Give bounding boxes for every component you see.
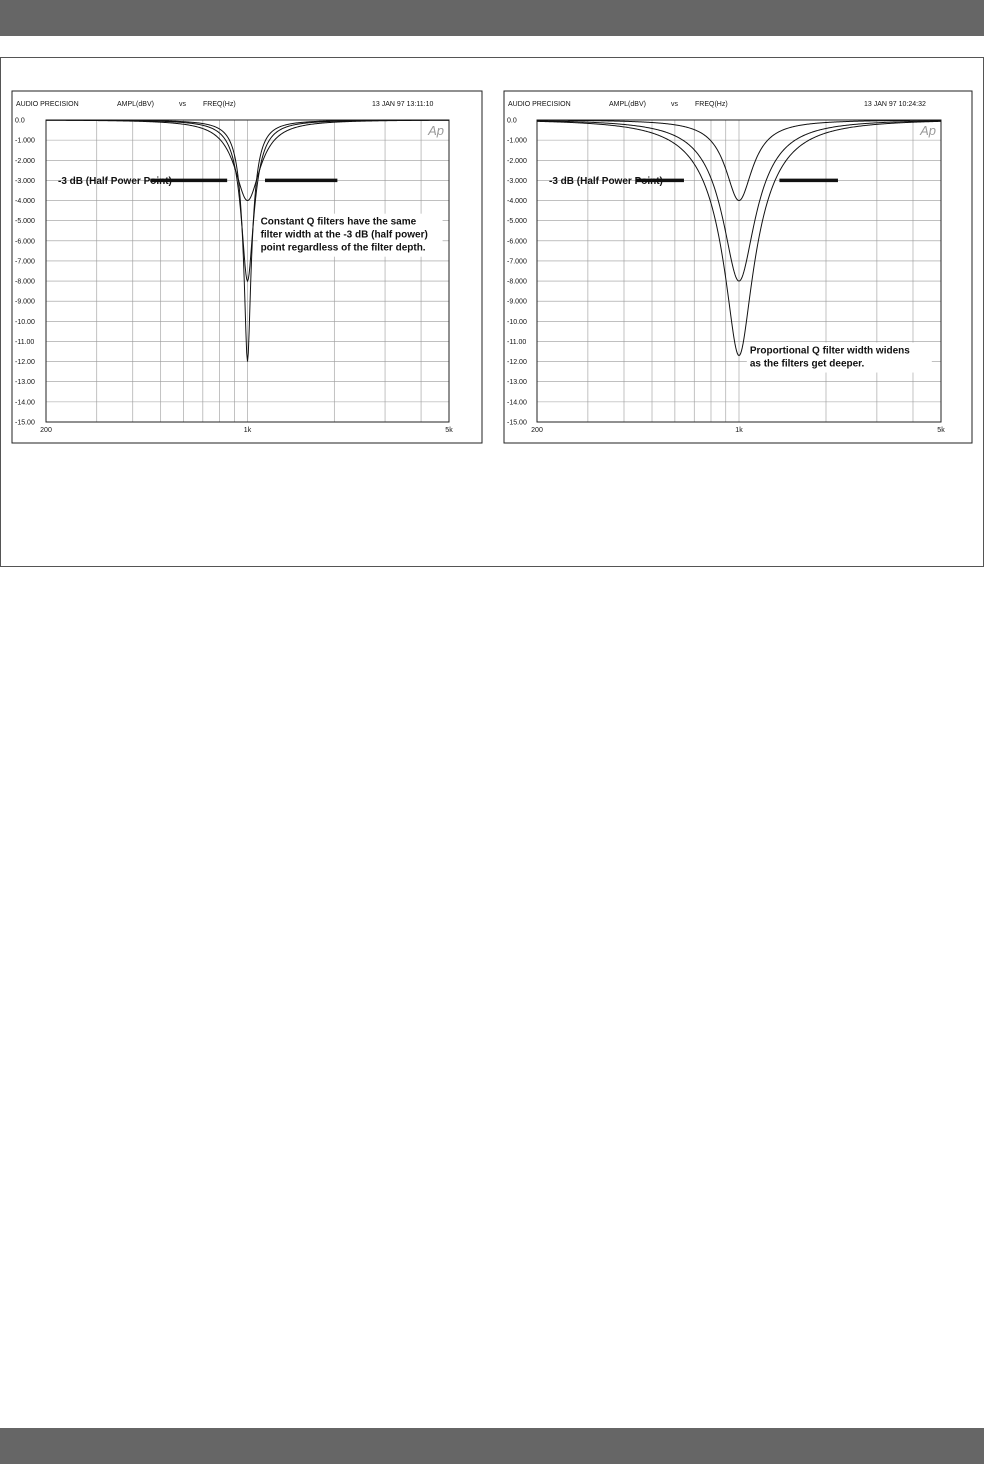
y-tick-label: -1.000 — [507, 137, 527, 145]
annotation-text-line: filter width at the -3 dB (half power) — [260, 229, 428, 241]
y-tick-label: -4.000 — [507, 198, 527, 206]
annotation-text-line: point regardless of the filter depth. — [260, 242, 426, 254]
figure-svg — [1, 58, 983, 566]
bottom-band — [0, 1428, 984, 1464]
chart-panel-border — [504, 91, 972, 443]
x-tick-label: 1k — [735, 427, 743, 434]
y-tick-label: -1.000 — [15, 137, 35, 145]
y-tick-label: -9.000 — [15, 298, 35, 306]
y-tick-label: -2.000 — [507, 157, 527, 165]
y-tick-label: 0.0 — [15, 117, 25, 125]
y-tick-label: -8.000 — [507, 278, 527, 286]
y-tick-label: -4.000 — [15, 198, 35, 206]
annotation-text-line: as the filters get deeper. — [749, 358, 865, 370]
chart-header-timestamp: 13 JAN 97 10:24:32 — [864, 101, 926, 108]
figure-frame — [0, 57, 984, 567]
chart-panel-proportional-q — [504, 91, 972, 443]
x-tick-label: 5k — [937, 427, 945, 434]
y-tick-label: -10.00 — [15, 318, 35, 326]
half-power-label: -3 dB (Half Power Point) — [549, 175, 663, 187]
y-tick-label: -11.00 — [507, 338, 527, 346]
y-tick-label: -5.000 — [507, 218, 527, 226]
chart-header-x-quantity: FREQ(Hz) — [695, 101, 728, 108]
y-tick-label: -7.000 — [15, 258, 35, 266]
chart-panel-border — [12, 91, 482, 443]
chart-panel-constant-q — [12, 91, 482, 443]
y-tick-label: -5.000 — [15, 218, 35, 226]
half-power-label: -3 dB (Half Power Point) — [58, 175, 172, 187]
annotation-text-line: Constant Q filters have the same — [260, 216, 417, 228]
y-tick-label: -11.00 — [15, 338, 35, 346]
y-tick-label: -15.00 — [507, 419, 527, 427]
y-tick-label: -3.000 — [507, 177, 527, 185]
ap-logo: Ap — [920, 123, 936, 138]
chart-header-vs: vs — [179, 101, 186, 108]
x-tick-label: 200 — [531, 427, 543, 434]
y-tick-label: -10.00 — [507, 318, 527, 326]
y-tick-label: -2.000 — [15, 157, 35, 165]
y-tick-label: -14.00 — [15, 399, 35, 407]
y-tick-label: -3.000 — [15, 177, 35, 185]
y-tick-label: -8.000 — [15, 278, 35, 286]
chart-header-y-quantity: AMPL(dBV) — [117, 101, 154, 108]
y-tick-label: -9.000 — [507, 298, 527, 306]
y-tick-label: -7.000 — [507, 258, 527, 266]
y-tick-label: -12.00 — [507, 359, 527, 367]
chart-header-y-quantity: AMPL(dBV) — [609, 101, 646, 108]
x-tick-label: 1k — [243, 427, 252, 434]
y-tick-label: -12.00 — [15, 359, 35, 367]
y-tick-label: -14.00 — [507, 399, 527, 407]
top-band — [0, 0, 984, 36]
chart-header-x-quantity: FREQ(Hz) — [203, 101, 236, 108]
y-tick-label: 0.0 — [507, 117, 517, 125]
annotation-text-line: Proportional Q filter width widens — [749, 345, 910, 357]
x-tick-label: 200 — [40, 427, 52, 434]
y-tick-label: -15.00 — [15, 419, 35, 427]
ap-logo: Ap — [428, 123, 444, 138]
y-tick-label: -6.000 — [15, 238, 35, 246]
x-tick-label: 5k — [445, 427, 453, 434]
chart-header-instrument: AUDIO PRECISION — [16, 101, 79, 108]
chart-header-timestamp: 13 JAN 97 13:11:10 — [372, 101, 434, 108]
y-tick-label: -13.00 — [15, 379, 35, 387]
y-tick-label: -13.00 — [507, 379, 527, 387]
y-tick-label: -6.000 — [507, 238, 527, 246]
chart-header-vs: vs — [671, 101, 678, 108]
chart-header-instrument: AUDIO PRECISION — [508, 101, 571, 108]
